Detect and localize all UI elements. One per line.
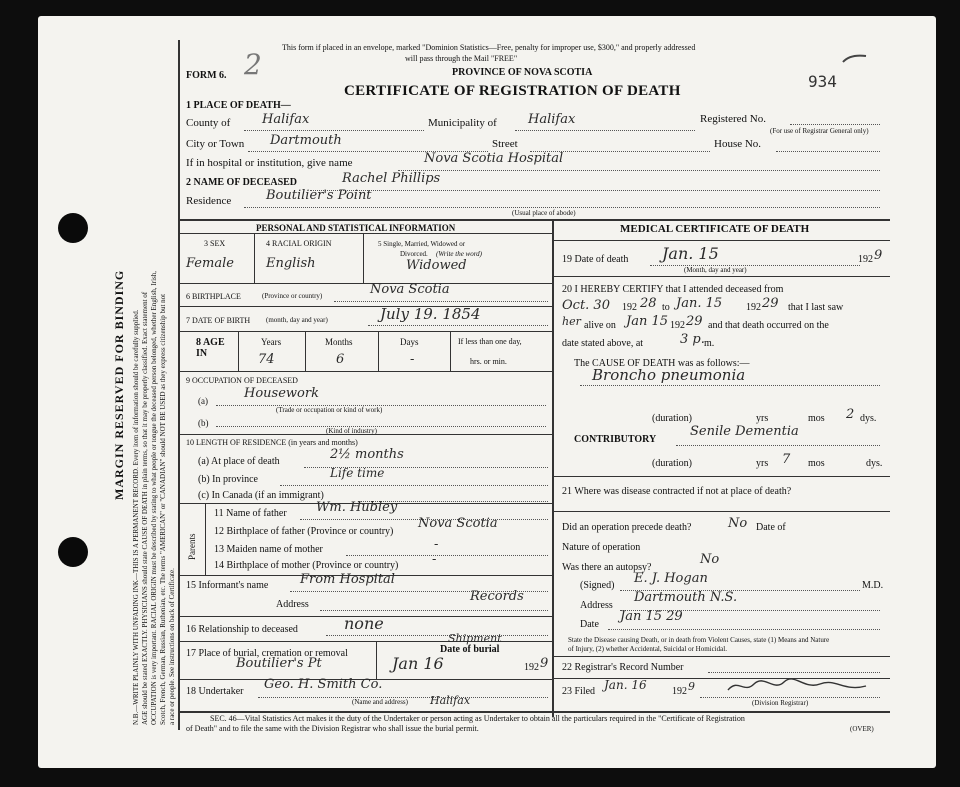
residence-label: Residence bbox=[186, 195, 232, 207]
burial-year-prefix: 192 bbox=[524, 662, 539, 673]
burial-year-value: 9 bbox=[540, 656, 549, 671]
certify-text: 20 I HEREBY CERTIFY that I attended deceased from bbox=[562, 284, 784, 295]
corner-mark: 2 bbox=[244, 48, 262, 81]
registrar-use-note: (For use of Registrar General only) bbox=[770, 127, 869, 135]
mother-birth-label: 14 Birthplace of mother (Province or country) bbox=[214, 560, 399, 571]
city-value: Dartmouth bbox=[270, 133, 342, 148]
yrs-label-2: yrs bbox=[756, 458, 769, 469]
mother-name-label: 13 Maiden name of mother bbox=[214, 544, 323, 555]
shipment-note: Shipment bbox=[448, 632, 502, 645]
informant-address-value: Records bbox=[470, 589, 524, 604]
province-heading: PROVINCE OF NOVA SCOTIA bbox=[452, 67, 593, 78]
sex-value: Female bbox=[186, 256, 234, 271]
dob-value: July 19. 1854 bbox=[380, 305, 481, 323]
contributory-months: 7 bbox=[782, 452, 791, 467]
occupation-value: Housework bbox=[244, 386, 319, 401]
mother-birth-value: - bbox=[432, 552, 437, 567]
months-header: Months bbox=[325, 337, 353, 347]
hospital-value: Nova Scotia Hospital bbox=[424, 151, 564, 166]
deceased-name-label: 2 NAME OF DECEASED bbox=[186, 177, 298, 188]
sec46-note: SEC. 46—Vital Statistics Act makes it the duty of the Undertaker or person acting as Undertaker to obtain all the particulars required in the "Certificate of Registration bbox=[210, 714, 745, 723]
margin-reserved: MARGIN RESERVED FOR BINDING bbox=[112, 269, 126, 500]
division-registrar-note: (Division Registrar) bbox=[752, 699, 809, 707]
birthplace-sub: (Province or country) bbox=[262, 292, 323, 300]
stamp-number: 934 bbox=[808, 72, 837, 91]
over-note: (OVER) bbox=[850, 725, 874, 733]
res-b-value: Life time bbox=[330, 466, 385, 480]
dys-label: dys. bbox=[860, 413, 877, 424]
racial-value: English bbox=[266, 256, 316, 271]
violent-note: State the Disease causing Death, or in death from Violent Causes, state (1) Means and Nature bbox=[568, 636, 830, 644]
birthplace-label: 6 BIRTHPLACE bbox=[186, 292, 241, 301]
contributory-label: CONTRIBUTORY bbox=[574, 434, 657, 445]
filed-value: Jan. 16 bbox=[604, 678, 647, 692]
years-value: 74 bbox=[258, 352, 275, 367]
yrs-label: yrs bbox=[756, 413, 769, 424]
margin-note: N.B.—WRITE PLAINLY WITH UNFADING INK—THIS IS A PERMANENT RECORD. Every item of information should be carefully supplied. bbox=[132, 309, 140, 725]
mail-notice-free: will pass through the Mail "FREE" bbox=[405, 54, 518, 63]
alive-on-value: Jan 15 bbox=[626, 314, 669, 329]
res-c-label: (c) In Canada (if an immigrant) bbox=[198, 490, 324, 501]
age-label: 8 AGE IN bbox=[196, 337, 225, 359]
months-value: 6 bbox=[336, 352, 345, 367]
marital-label-3: (Write the word) bbox=[436, 250, 483, 258]
county-label: County of bbox=[186, 117, 231, 129]
autopsy-label: Was there an autopsy? bbox=[562, 562, 652, 573]
cause-value: Broncho pneumonia bbox=[592, 366, 746, 384]
father-birth-value: Nova Scotia bbox=[418, 516, 498, 531]
house-label: House No. bbox=[714, 138, 762, 150]
occupation-b: (b) bbox=[198, 418, 209, 428]
city-label: City or Town bbox=[186, 138, 245, 150]
county-value: Halifax bbox=[262, 112, 310, 127]
occupation-label: 9 OCCUPATION OF DECEASED bbox=[186, 376, 298, 385]
operation-label: Did an operation precede death? bbox=[562, 522, 692, 533]
occupation-sub: (Trade or occupation or kind of work) bbox=[276, 406, 383, 414]
med-address-value: Dartmouth N.S. bbox=[634, 590, 738, 605]
date-of-label: Date of bbox=[756, 522, 786, 533]
informant-address-label: Address bbox=[276, 599, 309, 610]
parents-label: Parents bbox=[187, 533, 197, 560]
mos-label: mos bbox=[808, 413, 825, 424]
margin-note: OCCUPATION is very important. RACIAL ORIGIN must be described by stating to what people or tongue the deceased person belonged, whether English, Irish, bbox=[150, 270, 158, 725]
medical-section-title: MEDICAL CERTIFICATE OF DEATH bbox=[620, 223, 810, 235]
days-header: Days bbox=[400, 337, 419, 347]
res-a-label: (a) At place of death bbox=[198, 456, 280, 467]
undertaker-label: 18 Undertaker bbox=[186, 686, 244, 697]
marital-label: 5 Single, Married, Widowed or bbox=[378, 240, 466, 248]
place-heading: 1 PLACE OF DEATH— bbox=[186, 100, 291, 111]
date-burial-value: Jan 16 bbox=[392, 654, 444, 673]
personal-section-title: PERSONAL AND STATISTICAL INFORMATION bbox=[256, 223, 456, 233]
mail-notice: This form if placed in an envelope, marked "Dominion Statistics—Free, penalty for improper use, $300," and properly addressed bbox=[282, 43, 696, 52]
dys-label-2: dys. bbox=[866, 458, 883, 469]
undertaker-sub: (Name and address) bbox=[352, 698, 408, 706]
hospital-label: If in hospital or institution, give name bbox=[186, 157, 353, 169]
duration-label-2: (duration) bbox=[652, 458, 692, 469]
relationship-label: 16 Relationship to deceased bbox=[186, 624, 298, 635]
years-header: Years bbox=[261, 337, 282, 347]
sex-label: 3 SEX bbox=[204, 239, 226, 248]
attended-from-year: 28 bbox=[640, 296, 657, 311]
cause-label: The CAUSE OF DEATH was as follows:— bbox=[574, 358, 750, 369]
informant-label: 15 Informant's name bbox=[186, 580, 269, 591]
municipality-label: Municipality of bbox=[428, 117, 497, 129]
duration-label: (duration) bbox=[652, 413, 692, 424]
mother-name-value: - bbox=[434, 537, 439, 552]
md-label: M.D. bbox=[862, 580, 884, 591]
date-death-label: 19 Date of death bbox=[562, 254, 629, 265]
date-stated-text: date stated above, at bbox=[562, 338, 644, 349]
margin-note: AGE should be stated EXACTLY. PHYSICIANS should state CAUSE OF DEATH in plain terms, so that it may be properly classified. Exact statement of bbox=[141, 291, 149, 725]
binding-hole bbox=[58, 537, 88, 567]
time-value: 3 p. bbox=[680, 332, 705, 347]
municipality-value: Halifax bbox=[528, 112, 576, 127]
q21-label: 21 Where was disease contracted if not at place of death? bbox=[562, 486, 792, 497]
date-burial-label: Date of burial bbox=[440, 644, 500, 655]
res-a-value: 2½ months bbox=[330, 447, 404, 462]
margin-note: a race or people. See instructions on back of Certificate. bbox=[168, 568, 176, 725]
industry-sub: (Kind of industry) bbox=[326, 427, 377, 435]
attended-from: Oct. 30 bbox=[562, 298, 610, 313]
father-name-value: Wm. Hubley bbox=[316, 500, 398, 515]
residence-value: Boutilier's Point bbox=[266, 188, 372, 203]
informant-value: From Hospital bbox=[300, 572, 395, 587]
med-date-label: Date bbox=[580, 619, 599, 630]
less-than-day-note: If less than one day, bbox=[458, 337, 522, 346]
date-death-sub: (Month, day and year) bbox=[684, 266, 747, 274]
father-name-label: 11 Name of father bbox=[214, 508, 287, 519]
undertaker-value: Geo. H. Smith Co. bbox=[264, 677, 383, 692]
father-birth-label: 12 Birthplace of father (Province or country) bbox=[214, 526, 394, 537]
dob-sub: (month, day and year) bbox=[266, 316, 328, 324]
pronoun-value: her bbox=[562, 315, 581, 328]
signed-value: E. J. Hogan bbox=[634, 571, 708, 586]
dob-label: 7 DATE OF BIRTH bbox=[186, 316, 251, 325]
registrar-signature bbox=[724, 676, 874, 696]
form-number: FORM 6. bbox=[186, 70, 227, 81]
contributory-value: Senile Dementia bbox=[690, 424, 799, 439]
autopsy-value: No bbox=[700, 552, 720, 567]
birthplace-value: Nova Scotia bbox=[370, 282, 450, 297]
days-value: - bbox=[410, 352, 415, 367]
undertaker-address: Halifax bbox=[430, 694, 471, 707]
med-date-value: Jan 15 29 bbox=[620, 609, 683, 624]
check-mark-icon bbox=[840, 52, 870, 66]
nature-label: Nature of operation bbox=[562, 542, 641, 553]
filed-year-prefix: 192 bbox=[672, 686, 687, 697]
marital-label-2: Divorced. bbox=[400, 250, 428, 258]
violent-note-2: of Injury, (2) whether Accidental, Suicidal or Homicidal. bbox=[568, 645, 727, 653]
date-death-value: Jan. 15 bbox=[662, 244, 719, 263]
sec46-note-2: of Death" and to file the same with the Division Registrar who shall issue the burial permit. bbox=[186, 724, 479, 733]
street-label: Street bbox=[492, 138, 518, 150]
marital-value: Widowed bbox=[406, 258, 467, 273]
burial-value: Boutilier's Pt bbox=[236, 656, 322, 671]
mos-label-2: mos bbox=[808, 458, 825, 469]
to-label: to bbox=[662, 302, 670, 313]
m-label: m. bbox=[704, 338, 715, 349]
filed-label: 23 Filed bbox=[562, 686, 596, 697]
deceased-name-value: Rachel Phillips bbox=[342, 171, 441, 186]
attended-to: Jan. 15 bbox=[676, 296, 723, 311]
record-number-label: 22 Registrar's Record Number bbox=[562, 662, 684, 673]
occupation-a: (a) bbox=[198, 396, 208, 406]
cause-duration-days: 2 bbox=[846, 407, 855, 422]
residence-length-label: 10 LENGTH OF RESIDENCE (in years and months) bbox=[186, 438, 358, 447]
death-year-value: 9 bbox=[874, 248, 883, 263]
margin-note: Scotch, French, German, Russian, Ruthenian, etc. The terms "AMERICAN" or "CANADIAN" should NOT BE USED as they express citizenship but not bbox=[159, 293, 167, 725]
alive-on-text: alive on bbox=[584, 320, 616, 331]
alive-on-year: 29 bbox=[686, 314, 703, 329]
burial-label: 17 Place of burial, cremation or removal bbox=[186, 648, 348, 659]
attended-to-year: 29 bbox=[762, 296, 779, 311]
registered-label: Registered No. bbox=[700, 113, 766, 125]
relationship-value: none bbox=[344, 614, 384, 633]
signed-label: (Signed) bbox=[580, 580, 615, 591]
page-title: CERTIFICATE OF REGISTRATION OF DEATH bbox=[344, 83, 681, 99]
hrs-min-note: hrs. or min. bbox=[470, 357, 507, 366]
abode-note: (Usual place of abode) bbox=[512, 209, 576, 217]
occurred-text: and that death occurred on the bbox=[708, 320, 829, 331]
res-b-label: (b) In province bbox=[198, 474, 258, 485]
border-left bbox=[178, 40, 180, 730]
operation-value: No bbox=[728, 516, 748, 531]
death-year-prefix: 192 bbox=[858, 254, 873, 265]
med-address-label: Address bbox=[580, 600, 613, 611]
last-saw-text: that I last saw bbox=[788, 302, 844, 313]
binding-hole bbox=[58, 213, 88, 243]
filed-year-value: 9 bbox=[688, 680, 695, 693]
racial-label: 4 RACIAL ORIGIN bbox=[266, 239, 332, 248]
